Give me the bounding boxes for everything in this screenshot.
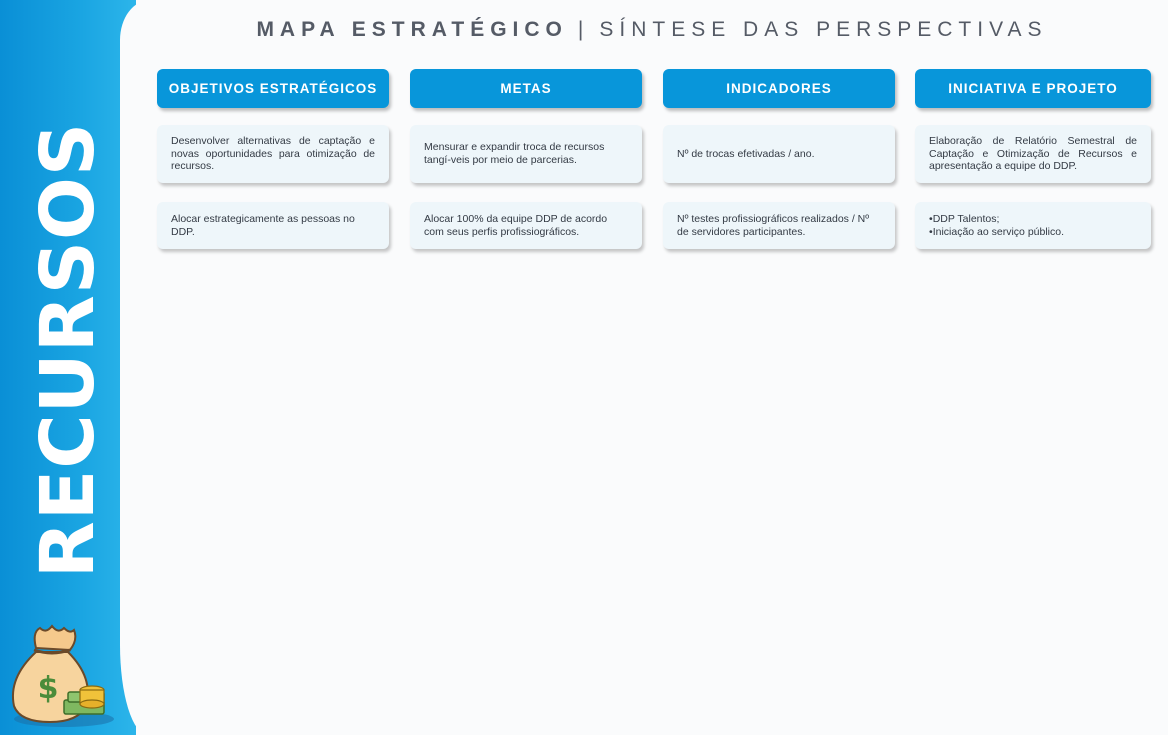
header-metas: METAS xyxy=(410,69,642,108)
svg-text:$: $ xyxy=(37,671,59,706)
card-iniciativa-2 xyxy=(915,202,1151,249)
card-meta-2: Alocar 100% da equipe DDP de acordo com seus perfis profissiográficos. xyxy=(410,202,642,249)
header-objetivos: OBJETIVOS ESTRATÉGICOS xyxy=(157,69,389,108)
card-objetivo-2: Alocar estrategicamente as pessoas no DDP. xyxy=(157,202,389,249)
card-objetivo-1: Desenvolver alternativas de captação e novas oportunidades para otimização de recursos. xyxy=(157,125,389,183)
page-title xyxy=(136,18,1168,42)
card-iniciativa-1: Elaboração de Relatório Semestral de Captação e Otimização de Recursos e apresentação a equipe do DDP. xyxy=(915,125,1151,183)
card-meta-1: Mensurar e expandir troca de recursos tangí-veis por meio de parcerias. xyxy=(410,125,642,183)
header-iniciativa: INICIATIVA E PROJETO xyxy=(915,69,1151,108)
sidebar-curve xyxy=(120,0,160,735)
page-title-sub: SÍNTESE DAS PERSPECTIVAS xyxy=(599,18,1048,41)
header-indicadores: INDICADORES xyxy=(663,69,895,108)
card-indicador-2: Nº testes profissiográficos realizados / Nº de servidores participantes. xyxy=(663,202,895,249)
page-title-separator: | xyxy=(577,18,590,41)
sidebar-title: RECURSOS xyxy=(25,121,111,579)
card-indicador-1: Nº de trocas efetivadas / ano. xyxy=(663,125,895,183)
initiative-bullet-list xyxy=(929,213,1064,238)
money-bag-icon xyxy=(6,618,118,730)
initiative-bullet: • DDP Talentos; xyxy=(929,213,1064,226)
page-title-main: MAPA ESTRATÉGICO xyxy=(256,18,568,41)
initiative-bullet: • Iniciação ao serviço público. xyxy=(929,226,1064,239)
